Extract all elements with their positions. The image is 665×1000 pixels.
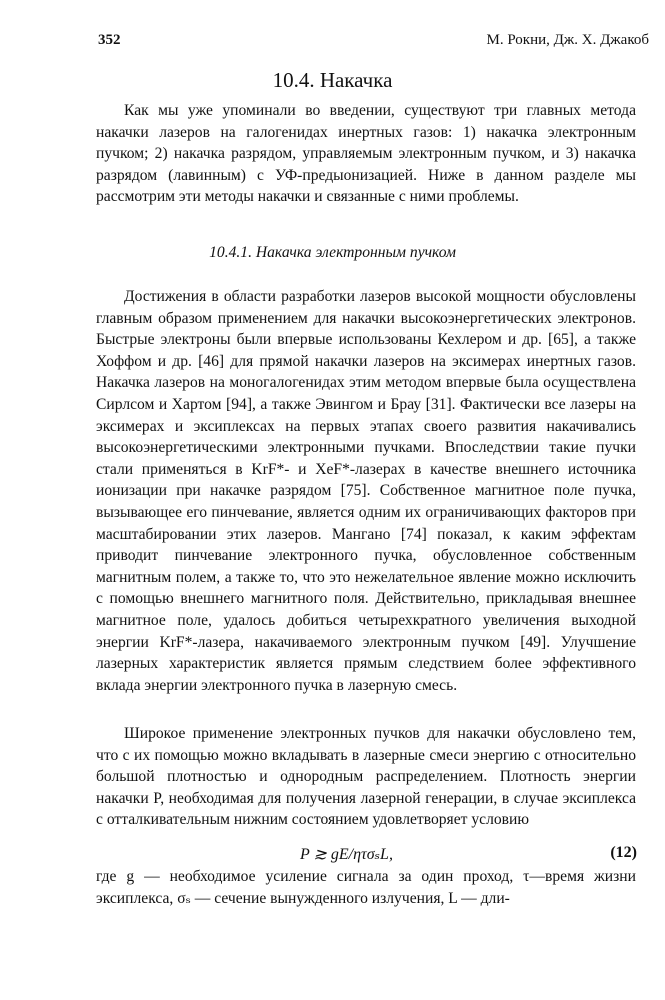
intro-paragraph: Как мы уже упоминали во введении, существуют три главных метода накачки лазеров на галогенидах инертных газов: 1) накачка электронным пучком; 2) накачка разрядом, управляемым электронным пучком, и 3) накачка разрядом (лавинным) с УФ-предыонизацией. Ниже в данном разделе мы рассмотрим эти методы накачки и связанные с ними проблемы.	[96, 102, 636, 206]
body-paragraph-1: Достижения в области разработки лазеров высокой мощности обусловлены главным образом применением для накачки высокоэнергетических электронов. Быстрые электроны были впервые использованы Кехлером и др. [65], а также Хоффом и др. [46] для прямой накачки лазеров на эксимерах инертных газов. Накачка лазеров на моногалогенидах этим методом впервые была осуществлена Сирлсом и Хартом [94], а также Эвингом и Брау [31]. Фактически все лазеры на эксимерах и эксиплексах на первых этапах своего развития накачивались высокоэнергетическими электронными пучками. Впоследствии такие пучки стали применяться в KrF*- и XeF*-лазерах в качестве внешнего источника ионизации при накачке разрядом [75]. Собственное магнитное поле пучка, вызывающее его пинчевание, является одним их ограничивающих факторов при масштабировании этих лазеров. Мангано [74] показал, к каким эффектам приводит пинчевание электронного пучка, обусловленное собственным магнитным полем, а также то, что это нежелательное явление можно исключить с помощью внешнего магнитного поля. Действительно, прикладывая внешнее магнитное поле, удалось добиться четырехкратного увеличения выходной энергии KrF*-лазера, накачиваемого электронным пучком [49]. Улучшение лазерных характеристик является прямым следствием более эффективного вклада энергии электронного пучка в лазерную смесь.	[96, 288, 636, 694]
subsection-title: 10.4.1. Накачка электронным пучком	[209, 244, 456, 261]
equation-number: (12)	[610, 844, 637, 861]
section-title: 10.4. Накачка	[272, 68, 393, 92]
body-paragraph-2: Широкое применение электронных пучков для накачки обусловлено тем, что с их помощью можно вкладывать в лазерные смеси энергию с относительно большой плотностью и однородным распределением. Плотность энергии накачки P, необходимая для получения лазерной генерации, в случае эксиплекса с отталкивательным нижним состоянием удовлетворяет условию	[96, 725, 636, 829]
page-number: 352	[98, 32, 121, 48]
formula: P ≳ gE/ητσₛL,	[300, 846, 393, 863]
running-header-authors: М. Рокни, Дж. Х. Джакоб	[486, 32, 649, 48]
body-paragraph-3: где g — необходимое усиление сигнала за один проход, τ—время жизни эксиплекса, σₛ — сечение вынужденного излучения, L — дли-	[96, 868, 636, 907]
